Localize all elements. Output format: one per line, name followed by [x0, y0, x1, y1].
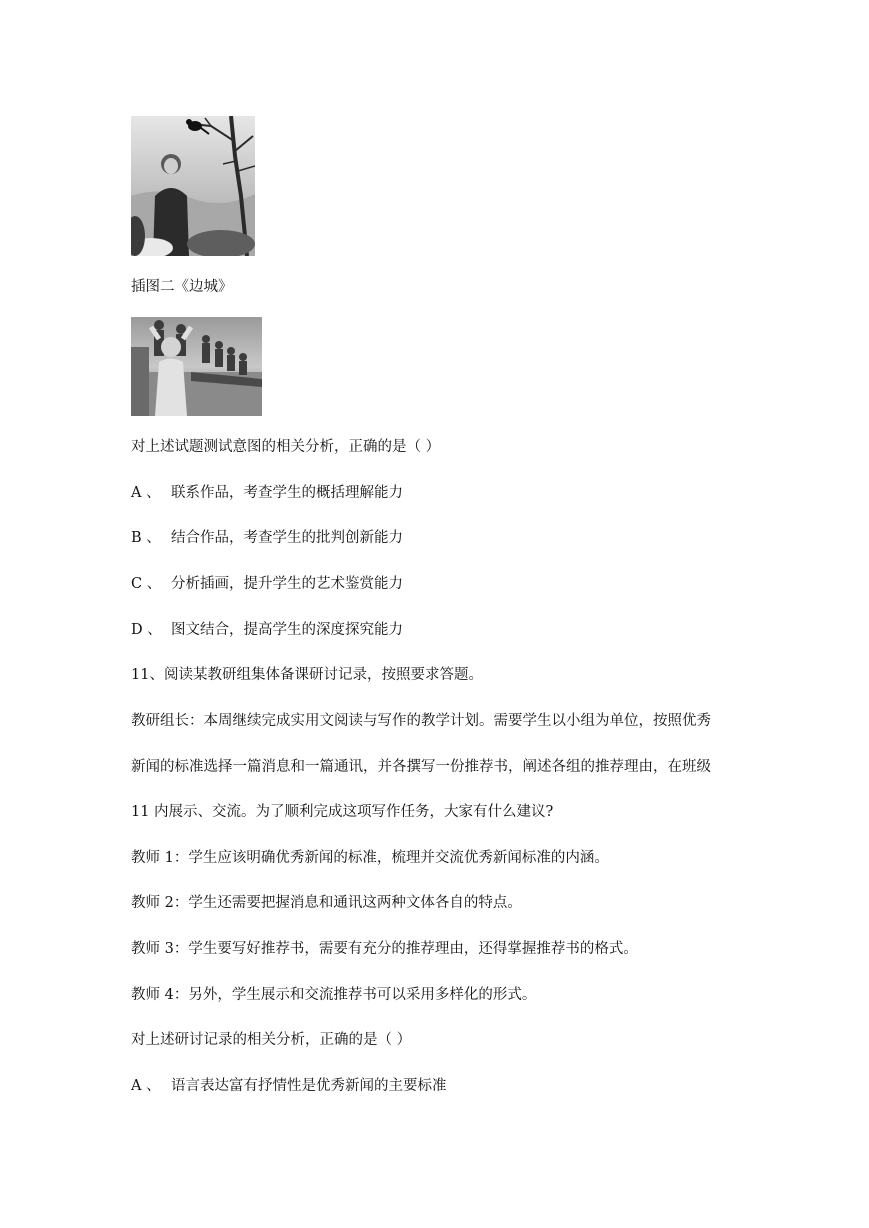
option-a: [131, 483, 403, 503]
illustration-1-image: [131, 116, 255, 256]
option-text: 分析插画，提升学生的艺术鉴赏能力: [171, 576, 403, 592]
teacher-4-remark: 教师 4：另外，学生展示和交流推荐书可以采用多样化的形式。: [131, 987, 537, 1003]
option-letter: A 、: [131, 485, 161, 501]
option-letter: D 、: [131, 622, 162, 638]
option-letter: A 、: [131, 1078, 161, 1094]
teacher-3-remark: 教师 3：学生要写好推荐书，需要有充分的推荐理由，还得掌握推荐书的格式。: [131, 941, 638, 957]
illustration-2-caption: 插图二《边城》: [131, 279, 233, 295]
question-11-stem: 对上述研讨记录的相关分析，正确的是（ ）: [131, 1032, 412, 1048]
question-stem: 对上述试题测试意图的相关分析，正确的是（ ）: [131, 439, 441, 455]
leader-paragraph-line: 11 内展示、交流。为了顺利完成这项写作任务，大家有什么建议?: [131, 804, 554, 820]
option-text: 联系作品，考查学生的概括理解能力: [171, 485, 403, 501]
option-d: [131, 620, 403, 640]
option-letter: B 、: [131, 530, 161, 546]
option-text: 语言表达富有抒情性是优秀新闻的主要标准: [171, 1078, 447, 1094]
question-11-heading: 11、阅读某教研组集体备课研讨记录，按照要求答题。: [131, 667, 483, 683]
leader-paragraph-line: 新闻的标准选择一篇消息和一篇通讯，并各撰写一份推荐书，阐述各组的推荐理由，在班级: [131, 759, 711, 775]
leader-paragraph-line: 教研组长：本周继续完成实用文阅读与写作的教学计划。需要学生以小组为单位，按照优秀: [131, 713, 711, 729]
option-text: 图文结合，提高学生的深度探究能力: [171, 622, 403, 638]
illustration-2-image: [131, 317, 262, 416]
option-letter: C 、: [131, 576, 162, 592]
option-c: [131, 574, 403, 594]
teacher-2-remark: 教师 2：学生还需要把握消息和通讯这两种文体各自的特点。: [131, 895, 522, 911]
option-text: 结合作品，考查学生的批判创新能力: [171, 530, 403, 546]
option-b: [131, 528, 403, 548]
teacher-1-remark: 教师 1：学生应该明确优秀新闻的标准，梳理并交流优秀新闻标准的内涵。: [131, 850, 609, 866]
option-a: [131, 1076, 447, 1096]
